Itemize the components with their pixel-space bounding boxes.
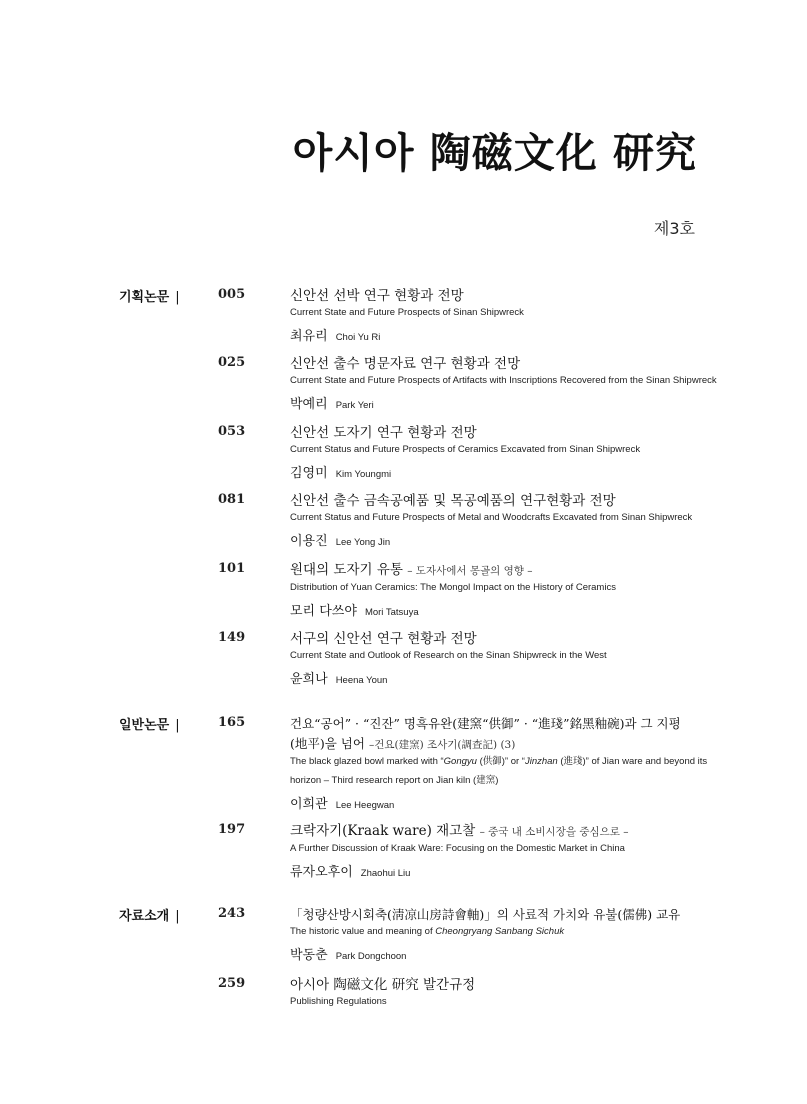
page-number: 005: [218, 287, 246, 302]
author-name-ko: 김영미: [290, 466, 328, 481]
section-label: 일반논문 |: [119, 718, 180, 733]
journal-title: 아시아 陶磁文化 研究: [292, 129, 697, 177]
section-label: 자료소개 |: [119, 909, 180, 924]
author-name-en: Zhaohui Liu: [360, 868, 411, 879]
article-subtitle-ko: – 도자사에서 몽골의 영향 –: [407, 565, 533, 577]
article-title-ko: 신안선 선박 연구 현황과 전망: [290, 288, 464, 304]
author-name-ko: 윤희나: [290, 672, 328, 687]
author-name-ko: 모리 다쓰야: [290, 604, 357, 619]
page-number: 025: [218, 355, 246, 370]
page-number: 197: [218, 822, 246, 837]
article-subtitle-ko: – 중국 내 소비시장을 중심으로 –: [479, 826, 629, 838]
article-title-ko: 서구의 신안선 연구 현황과 전망: [290, 631, 477, 647]
page-number: 081: [218, 492, 246, 507]
article-title-en: The black glazed bowl marked with “Gongyu (供御)” or “Jinzhan (進琖)” of Jian ware and beyond its: [290, 756, 708, 767]
author-name-en: Lee Yong Jin: [335, 537, 391, 548]
article-title-en: Current State and Future Prospects of Artifacts with Inscriptions Recovered from the Sinan Shipwreck: [290, 375, 717, 386]
article-title-ko: 건요“공어” · “진잔” 명흑유완(建窯“供御” · “進琖”銘黑釉碗)과 그 지평: [290, 716, 681, 731]
author-name-en: Choi Yu Ri: [335, 332, 381, 343]
page-number: 053: [218, 424, 246, 439]
article-title-en: Distribution of Yuan Ceramics: The Mongol Impact on the History of Ceramics: [290, 582, 616, 593]
article-title-en: The historic value and meaning of Cheongryang Sanbang Sichuk: [290, 926, 565, 937]
article-title-en: Publishing Regulations: [290, 996, 387, 1007]
article-title-ko: 원대의 도자기 유통 – 도자사에서 몽골의 영향 –: [290, 562, 533, 578]
issue-number: 제3호: [653, 219, 695, 238]
author-name-en: Heena Youn: [335, 675, 388, 686]
author-name-ko: 최유리: [290, 329, 328, 344]
article-title-ko-line2: (地平)을 넘어 –건요(建窯) 조사기(調查記) (3): [290, 736, 516, 751]
article-title-ko: 크락자기(Kraak ware) 재고찰 – 중국 내 소비시장을 중심으로 –: [290, 823, 629, 839]
article-title-ko: 신안선 출수 명문자료 연구 현황과 전망: [290, 356, 521, 372]
article-title-en: A Further Discussion of Kraak Ware: Focusing on the Domestic Market in China: [290, 843, 625, 854]
article-title-en-line2: horizon – Third research report on Jian kiln (建窯): [290, 775, 499, 786]
article-title-ko: 「청량산방시회축(淸凉山房詩會軸)」의 사료적 가치와 유불(儒佛) 교유: [290, 907, 681, 922]
article-subtitle-ko: –건요(建窯) 조사기(調查記) (3): [368, 739, 516, 751]
author-name-ko: 이희관: [290, 797, 328, 812]
author-name-en: Lee Heegwan: [335, 800, 395, 811]
page-number: 165: [218, 715, 246, 730]
article-title-ko: 신안선 출수 금속공예품 및 목공예품의 연구현황과 전망: [290, 493, 616, 509]
page-number: 259: [218, 976, 246, 991]
author-name-ko: 이용진: [290, 534, 328, 549]
page-number: 149: [218, 630, 246, 645]
author-name-en: Park Yeri: [335, 400, 374, 411]
article-title-en: Current State and Future Prospects of Sinan Shipwreck: [290, 307, 524, 318]
page-number: 101: [218, 561, 246, 576]
author-name-ko: 류자오후이: [290, 865, 353, 880]
author-name-ko: 박동춘: [290, 948, 328, 963]
page-number: 243: [218, 906, 246, 921]
article-title-en: Current State and Outlook of Research on the Sinan Shipwreck in the West: [290, 650, 607, 661]
author-name-en: Kim Youngmi: [335, 469, 392, 480]
article-title-ko: 아시아 陶磁文化 研究 발간규정: [290, 977, 476, 993]
article-title-ko: 신안선 도자기 연구 현황과 전망: [290, 425, 477, 441]
author-name-ko: 박예리: [290, 397, 328, 412]
section-label: 기획논문 |: [119, 290, 180, 305]
article-title-en: Current Status and Future Prospects of Metal and Woodcrafts Excavated from Sinan Shipwreck: [290, 512, 693, 523]
article-title-en: Current Status and Future Prospects of Ceramics Excavated from Sinan Shipwreck: [290, 444, 641, 455]
author-name-en: Park Dongchoon: [335, 951, 407, 962]
author-name-en: Mori Tatsuya: [364, 607, 419, 618]
